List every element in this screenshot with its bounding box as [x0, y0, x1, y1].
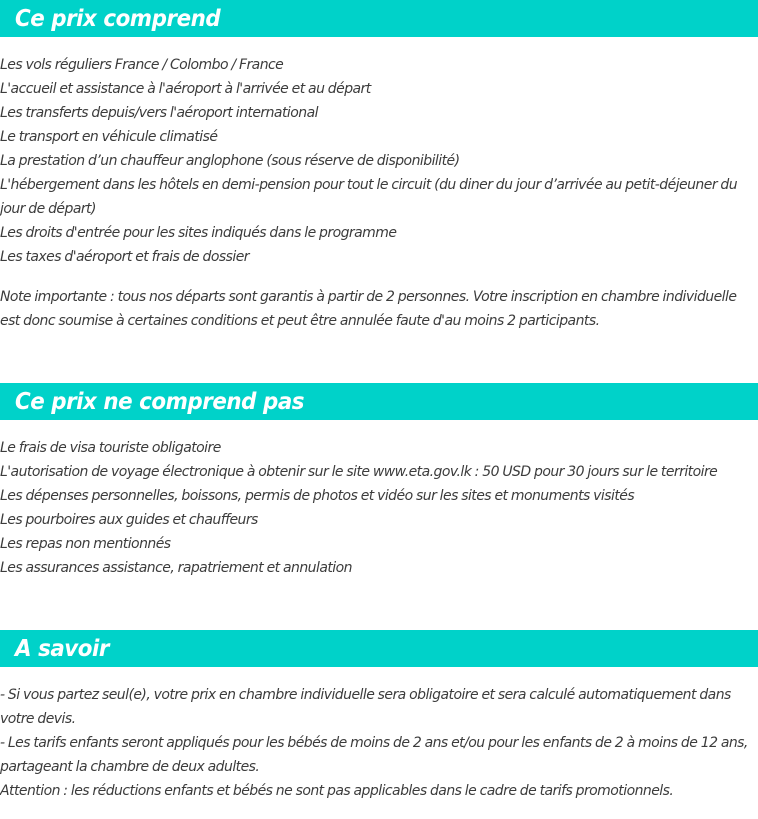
list-item: L'hébergement dans les hôtels en demi-pension pour tout le circuit (du diner du jour d’arrivée au petit-déjeuner du jour de départ) [0, 177, 738, 217]
list-item: Les dépenses personnelles, boissons, permis de photos et vidéo sur les sites et monuments visités [0, 488, 635, 504]
list-item: Les pourboires aux guides et chauffeurs [0, 512, 258, 528]
included-list [0, 37, 758, 333]
section-header [0, 383, 758, 420]
list-item: Les repas non mentionnés [0, 536, 171, 552]
section-price-includes [0, 0, 758, 333]
section-title: A savoir [15, 635, 109, 662]
excluded-list [0, 420, 758, 580]
section-title: Ce prix ne comprend pas [15, 388, 305, 415]
list-item: Les assurances assistance, rapatriement et annulation [0, 560, 352, 576]
list-item: La prestation d’un chauffeur anglophone (sous réserve de disponibilité) [0, 153, 460, 169]
good-to-know-list [0, 667, 758, 803]
section-price-excludes [0, 383, 758, 580]
list-item: Le frais de visa touriste obligatoire [0, 440, 221, 456]
list-item: - Si vous partez seul(e), votre prix en chambre individuelle sera obligatoire et sera calculé automatiquement dans votre devis. [0, 687, 731, 727]
section-header [0, 630, 758, 667]
list-item: Attention : les réductions enfants et bébés ne sont pas applicables dans le cadre de tarifs promotionnels. [0, 783, 674, 799]
list-item: Les droits d'entrée pour les sites indiqués dans le programme [0, 225, 397, 241]
list-item: Les taxes d'aéroport et frais de dossier [0, 249, 249, 265]
list-item: L'autorisation de voyage électronique à obtenir sur le site www.eta.gov.lk : 50 USD pour 30 jours sur le territoire [0, 464, 718, 480]
section-title: Ce prix comprend [15, 5, 221, 32]
list-item: Les transferts depuis/vers l'aéroport international [0, 105, 318, 121]
section-good-to-know [0, 630, 758, 803]
list-item: L'accueil et assistance à l'aéroport à l'arrivée et au départ [0, 81, 371, 97]
list-item: Les vols réguliers France / Colombo / France [0, 57, 284, 73]
section-header [0, 0, 758, 37]
list-item: - Les tarifs enfants seront appliqués pour les bébés de moins de 2 ans et/ou pour les enfants de 2 à moins de 12 ans, partageant la chambre de deux adultes. [0, 735, 748, 775]
list-item: Le transport en véhicule climatisé [0, 129, 218, 145]
important-note: Note importante : tous nos départs sont garantis à partir de 2 personnes. Votre inscription en chambre individuelle est donc soumise à certaines conditions et peut être annulée faute d'au moins 2 participants. [0, 289, 737, 329]
